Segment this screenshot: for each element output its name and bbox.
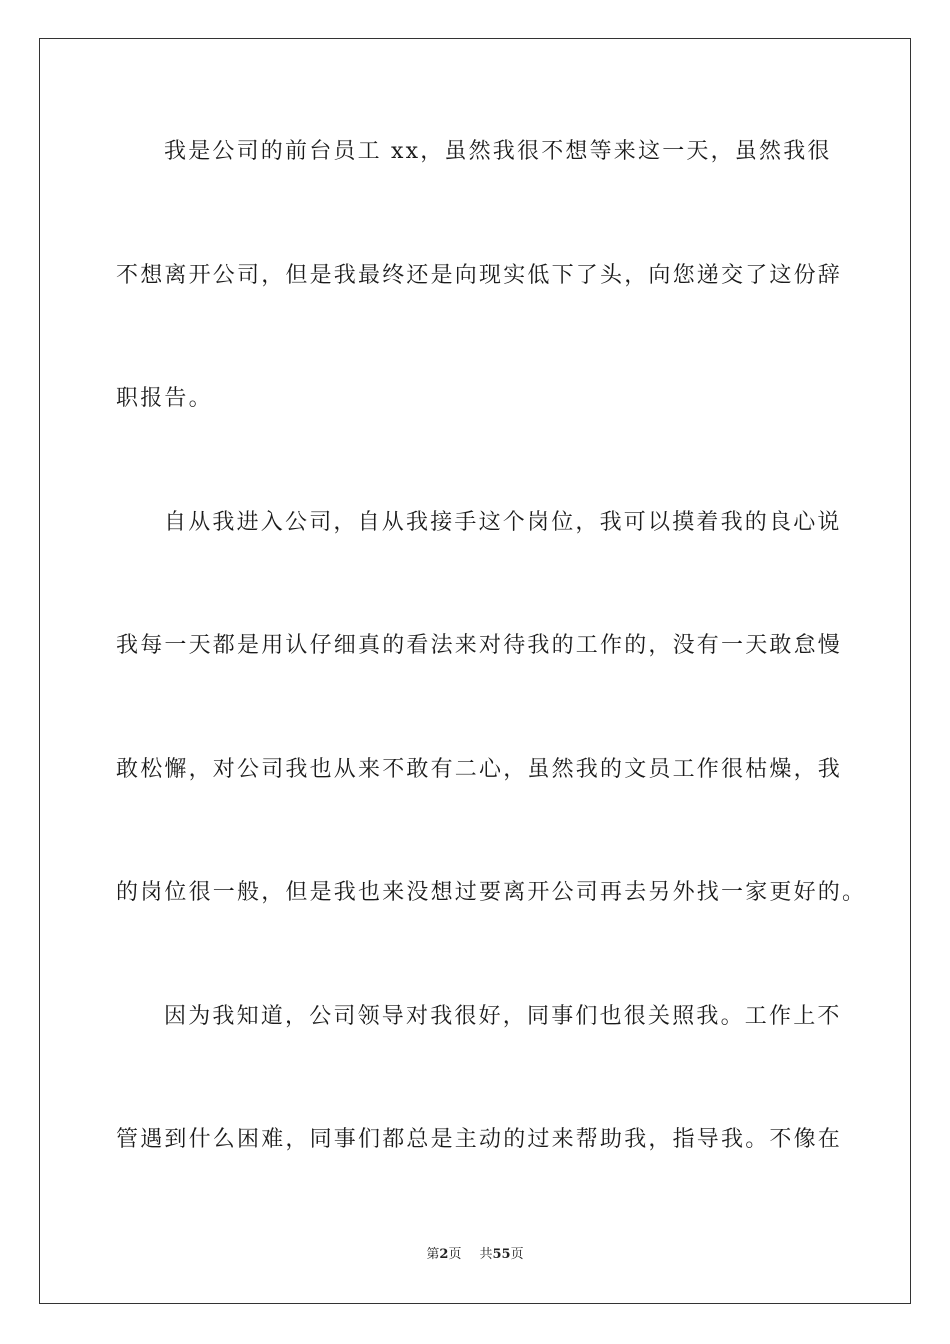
paragraph-2-line-3: 敢松懈，对公司我也从来不敢有二心，虽然我的文员工作很枯燥，我 — [116, 757, 843, 782]
page-number: 2 — [439, 1247, 449, 1262]
paragraph-2-line-2: 我每一天都是用认仔细真的看法来对待我的工作的，没有一天敢怠慢 — [116, 633, 843, 658]
total-suffix: 页 — [510, 1247, 524, 1262]
page-prefix: 第 — [426, 1247, 440, 1262]
page-footer — [0, 1246, 950, 1264]
paragraph-1-line-2: 不想离开公司，但是我最终还是向现实低下了头，向您递交了这份辞 — [116, 263, 843, 288]
paragraph-1-line-3: 职报告。 — [116, 386, 213, 411]
total-pages: 55 — [492, 1247, 511, 1262]
total-prefix: 共 — [479, 1247, 493, 1262]
paragraph-3-line-1: 因为我知道，公司领导对我很好，同事们也很关照我。工作上不 — [164, 1004, 842, 1029]
page-border — [39, 38, 911, 1304]
page-suffix: 页 — [448, 1247, 462, 1262]
paragraph-3-line-2: 管遇到什么困难，同事们都总是主动的过来帮助我，指导我。不像在 — [116, 1127, 843, 1152]
paragraph-2-line-1: 自从我进入公司，自从我接手这个岗位，我可以摸着我的良心说 — [164, 510, 842, 535]
paragraph-2-line-4: 的岗位很一般，但是我也来没想过要离开公司再去另外找一家更好的。 — [116, 880, 867, 905]
paragraph-1-line-1: 我是公司的前台员工 xx，虽然我很不想等来这一天，虽然我很 — [164, 139, 832, 164]
